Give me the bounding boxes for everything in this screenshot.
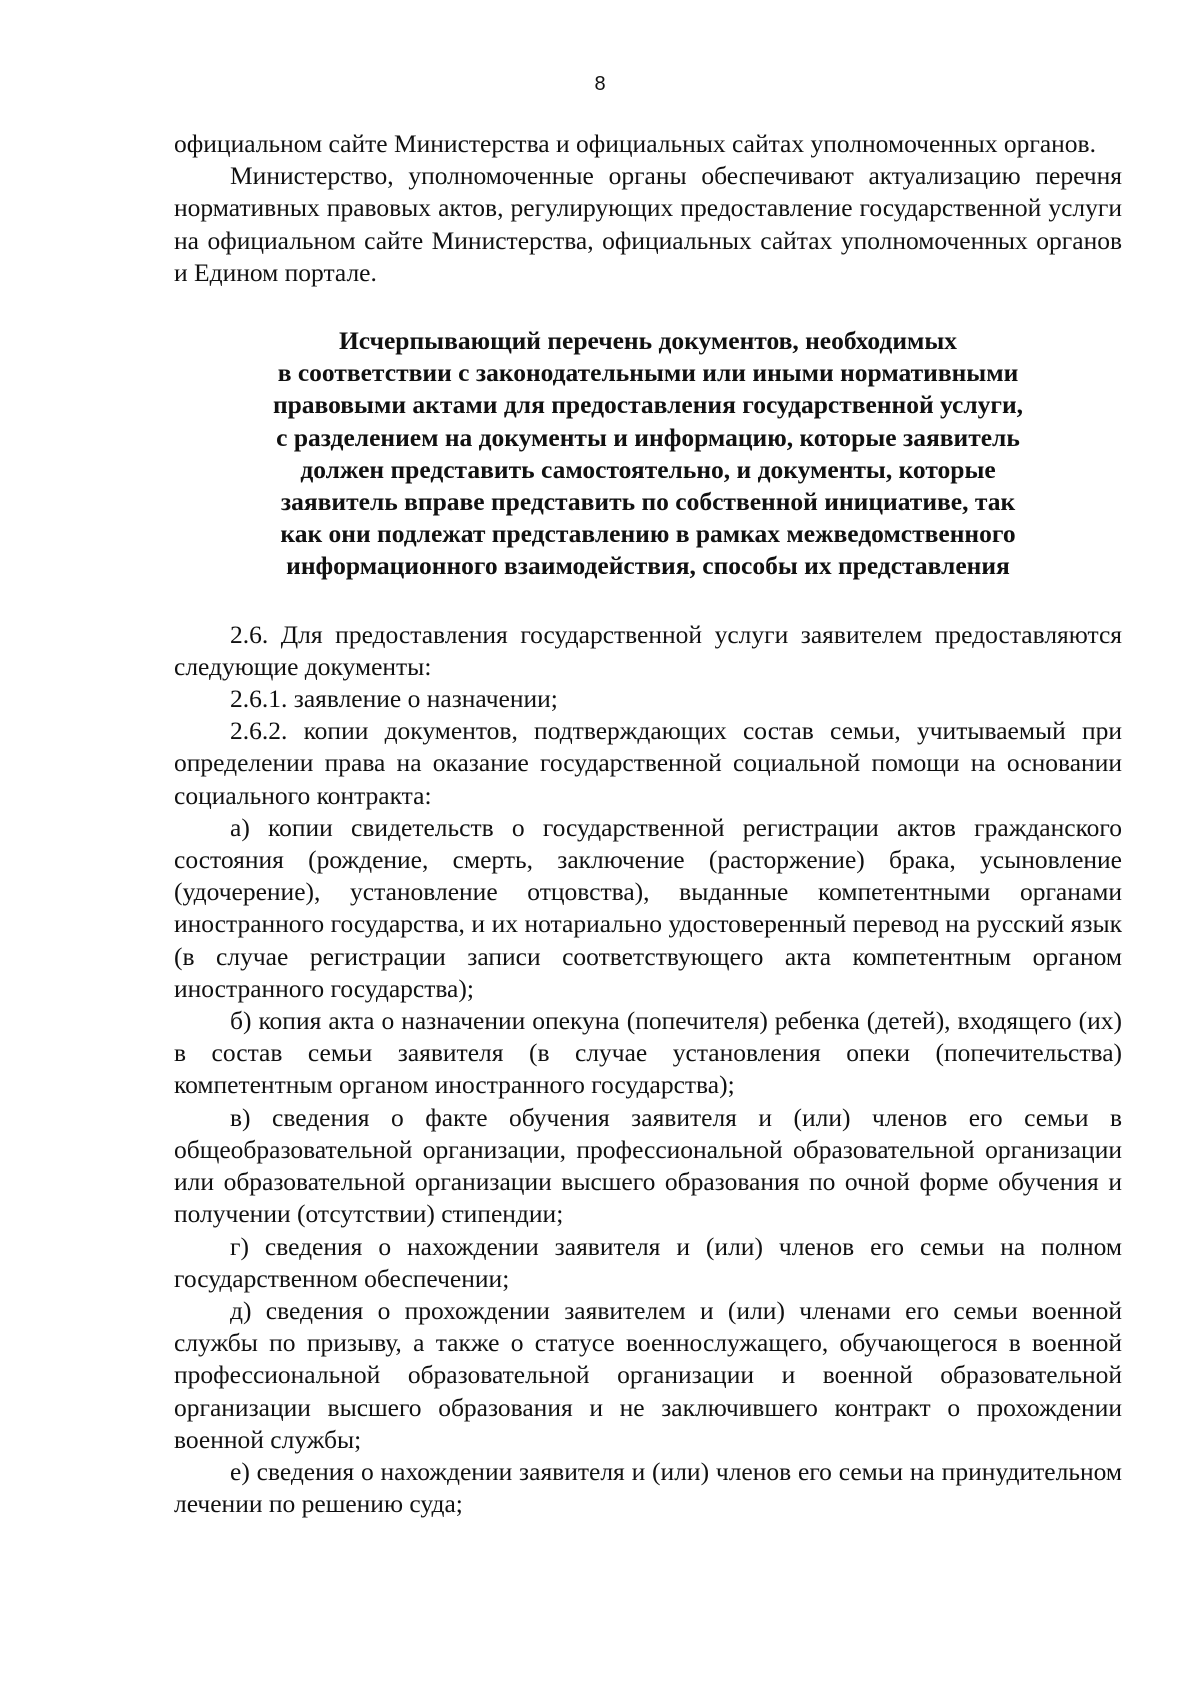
heading-line: информационного взаимодействия, способы их представления xyxy=(286,551,1010,581)
heading-line: правовыми актами для предоставления государственной услуги, xyxy=(272,390,1024,420)
list-item: е) сведения о нахождении заявителя и (или) членов его семьи на принудительном лечении по решению суда; xyxy=(174,1456,1122,1519)
heading-line: должен представить самостоятельно, и документы, которые xyxy=(300,454,996,484)
list-item: г) сведения о нахождении заявителя и (или) членов его семьи на полном государственном обеспечении; xyxy=(174,1231,1122,1293)
list-item: а) копии свидетельств о государственной регистрации актов гражданского состояния (рождение, смерть, заключение (расторжение) брака, усыновление (удочерение), установление отцовства), выданные компетентными органами иностранного государства, и их нотариально удостоверенный перевод на русский язык (в случае регистрации записи соответствующего акта компетентным органом иностранного государства); xyxy=(174,812,1122,1003)
paragraph: 2.6. Для предоставления государственной услуги заявителем предоставляются следующие документы: xyxy=(174,619,1122,681)
heading-line: как они подлежат представлению в рамках межведомственного xyxy=(280,519,1016,549)
paragraph: Министерство, уполномоченные органы обеспечивают актуализацию перечня нормативных правовых актов, регулирующих предоставление государственной услуги на официальном сайте Министерства, официальных сайтах уполномоченных органов и Едином портале. xyxy=(174,161,1122,287)
heading-line: с разделением на документы и информацию, которые заявитель xyxy=(276,422,1020,452)
list-item: в) сведения о факте обучения заявителя и (или) членов его семьи в общеобразовательной организации, профессиональной образовательной организации или образовательной организации высшего образования по очной форме обучения и получении (отсутствии) стипендии; xyxy=(174,1102,1122,1229)
list-item: д) сведения о прохождении заявителем и (или) членами его семьи военной службы по призыву, а также о статусе военнослужащего, обучающегося в военной профессиональной образовательной организации и военной образовательной организации высшего образования и не заключившего контракт о прохождении военной службы; xyxy=(174,1295,1122,1454)
heading-line: заявитель вправе представить по собственной инициативе, так xyxy=(280,487,1016,517)
page-number: 8 xyxy=(594,73,606,95)
section-heading xyxy=(174,325,1122,583)
paragraph: 2.6.1. заявление о назначении; xyxy=(230,684,558,714)
paragraph: официальном сайте Министерства и официальных сайтах уполномоченных органов. xyxy=(174,129,1096,158)
document-text xyxy=(174,128,1122,1520)
paragraph: 2.6.2. копии документов, подтверждающих состав семьи, учитываемый при определении права на оказание государственной социальной помощи на основании социального контракта: xyxy=(174,716,1122,810)
heading-line: в соответствии с законодательными или иными нормативными xyxy=(277,358,1019,388)
list-item: б) копия акта о назначении опекуна (попечителя) ребенка (детей), входящего (их) в состав семьи заявителя (в случае установления опеки (попечительства) компетентным органом иностранного государства); xyxy=(174,1006,1122,1100)
heading-line: Исчерпывающий перечень документов, необходимых xyxy=(338,326,958,356)
